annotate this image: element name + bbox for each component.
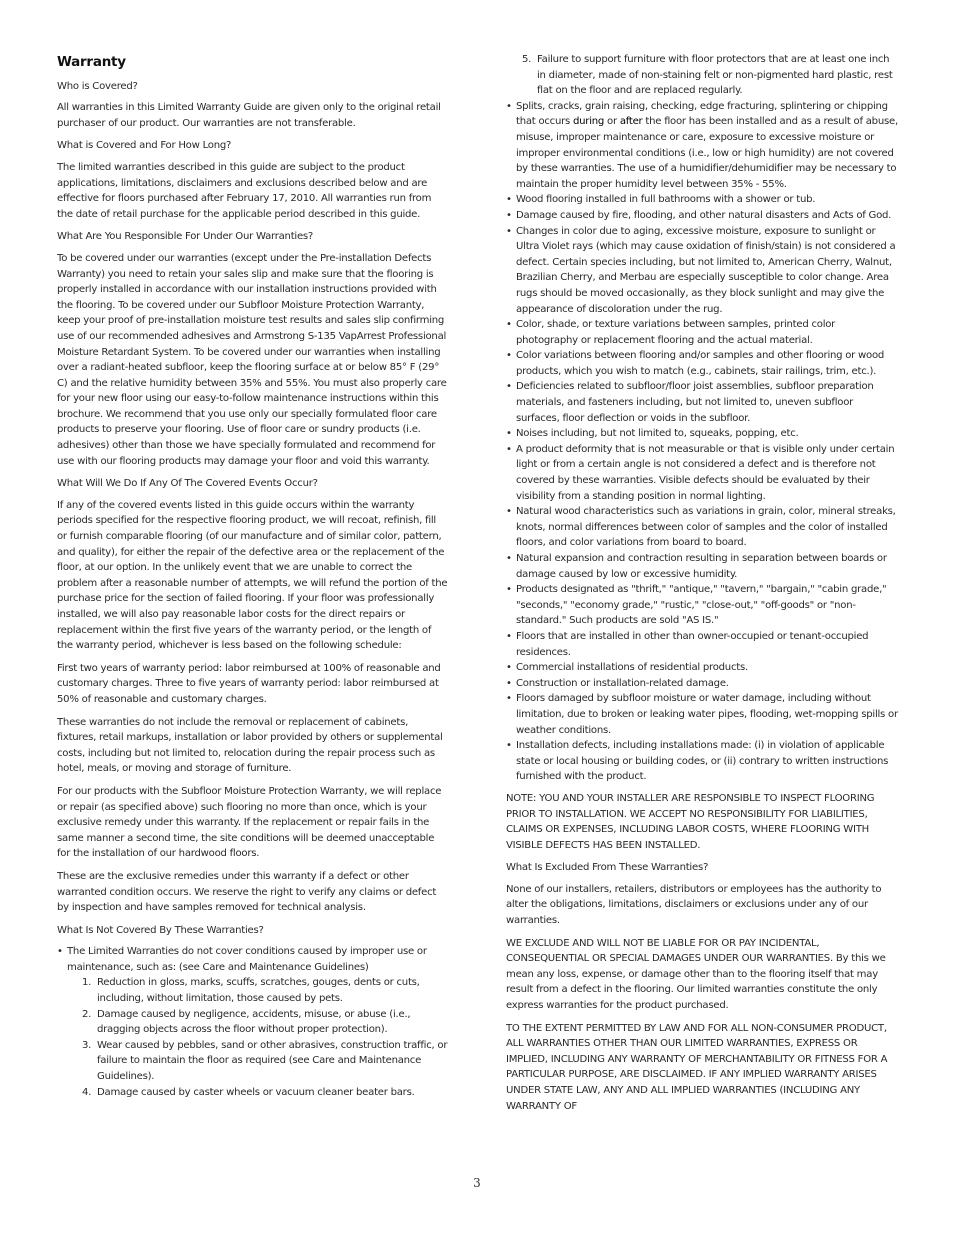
numbered-item: [80, 1085, 448, 1101]
list-item: • Damage caused by fire, flooding, and other natural disasters and Acts of God.: [506, 208, 899, 224]
section-heading-what-covered: What is Covered and For How Long?: [57, 140, 232, 152]
list-item: • Floors that are installed in other than owner-occupied or tenant-occupied residences.: [506, 629, 899, 660]
list-item: • Wood flooring installed in full bathrooms with a shower or tub.: [506, 192, 899, 208]
item-text: Wear caused by pebbles, sand or other abrasives, construction traffic, or failure to maintain the floor as required (see Care and Maintenance Guidelines).: [97, 1039, 448, 1083]
numbered-list-continued: [506, 52, 899, 99]
numbered-item: [520, 52, 899, 99]
paragraph-exclusive-remedies: These are the exclusive remedies under this warranty if a defect or other warranted condition occurs. We reserve the right to verify any claims or defect by inspection and have samples removed for technical analysis.: [57, 870, 437, 914]
paragraph-what-covered: The limited warranties described in this guide are subject to the product applications, limitations, disclaimers and exclusions described below and are effective for floors purchased after February 17, 2010. All warranties run from the date of retail purchase for the applicable period described in this guide.: [57, 161, 432, 220]
note-paragraph: NOTE: YOU AND YOUR INSTALLER ARE RESPONSIBLE TO INSPECT FLOORING PRIOR TO INSTALLATION. WE ACCEPT NO RESPONSIBILITY FOR LIABILITIES, CLAIMS OR EXPENSES, INCLUDING LABOR COSTS, WHERE FLOORING WITH VISIBLE DEFECTS HAS BEEN INSTALLED.: [506, 792, 875, 851]
not-covered-intro: The Limited Warranties do not cover conditions caused by improper use or maintenance, such as: (see Care and Maintenance Guidelines): [67, 946, 427, 973]
paragraph-implied-warranties: TO THE EXTENT PERMITTED BY LAW AND FOR ALL NON-CONSUMER PRODUCT, ALL WARRANTIES OTHER THAN OUR LIMITED WARRANTIES, EXPRESS OR IMPLIED, INCLUDING ANY WARRANTY OF MERCHANTABILITY OR FITNESS FOR A PARTICULAR PURPOSE, ARE DISCLAIMED. IF ANY IMPLIED WARRANTY ARISES UNDER STATE LAW, ANY AND ALL IMPLIED WARRANTIES (INCLUDING ANY WARRANTY OF: [506, 1022, 888, 1112]
item-text: Failure to support furniture with floor protectors that are at least one inch in diameter, made of non-staining felt or non-pigmented hard plastic, rest flat on the floor and are replaced regularly.: [537, 54, 893, 97]
section-heading-who-covered: Who is Covered?: [57, 80, 138, 92]
item-number: 3.: [82, 1039, 92, 1051]
list-item: • Changes in color due to aging, excessive moisture, exposure to sunlight or Ultra Violet rays (which may cause oxidation of finish/stain) is not considered a defect. Certain species including, but not limited to, American Cherry, Walnut, Brazilian Cherry, and Merbau are especially susceptible to color change. Area rugs should be moved occasionally, as they block sunlight and may give the appearance of discoloration under the rug.: [506, 224, 899, 318]
splits-text-end: the floor has been installed and as a result of abuse, misuse, improper maintenance or care, exposure to excessive moisture or improper environmental conditions (i.e., low or high humidity) are not covered by these warranties. The use of a humidifier/dehumidifier may be necessary to maintain the proper humidity level between 35% - 55%.: [516, 116, 898, 190]
numbered-item: [80, 1038, 448, 1085]
list-item: • A product deformity that is not measurable or that is visible only under certain light or from a certain angle is not considered a defect and is therefore not covered by these warranties. Visible defects should be evaluated by their visibility from a standing position in normal lighting.: [506, 442, 899, 504]
page-title: Warranty: [57, 54, 126, 70]
splits-text-start: Splits, cracks, grain raising, checking, edge fracturing, splintering or chipping that occurs: [516, 100, 888, 128]
list-item: • Deficiencies related to subfloor/floor joist assemblies, subfloor preparation materials, and fasteners including, but not limited to, uneven subfloor surfaces, floor deflection or voids in the subfloor.: [506, 379, 899, 426]
list-item: [506, 99, 899, 193]
paragraph-damages-exclusion: [506, 936, 899, 1014]
numbered-item: [80, 1007, 448, 1038]
paragraph-covered-events: If any of the covered events listed in this guide occurs within the warranty periods specified for the respective flooring product, we will recoat, refinish, fill or furnish comparable flooring (of our manufacture and of similar color, pattern, and quality), for either the repair of the defective area or the replacement of the floor, at our option. In the unlikely event that we are unable to correct the problem after a reasonable number of attempts, we will refund the portion of the purchase price for the section of failed flooring. If your floor was professionally installed, we will also pay reasonable labor costs for the direct repairs or replacement within the first five years of the warranty period, or the length of the warranty period, whichever is less based on the following schedule:: [57, 499, 448, 652]
list-item: • Installation defects, including installations made: (i) in violation of applicable state or local housing or building codes, or (ii) contrary to written instructions furnished with the product.: [506, 738, 899, 785]
item-text: Damage caused by negligence, accidents, misuse, or abuse (i.e., dragging objects across the floor without proper protection).: [97, 1008, 411, 1036]
section-heading-excluded: What Is Excluded From These Warranties?: [506, 862, 709, 874]
list-item: • Commercial installations of residential products.: [506, 660, 899, 676]
list-item: [57, 944, 448, 1100]
section-heading-not-covered: What Is Not Covered By These Warranties?: [57, 924, 264, 936]
left-column: [57, 52, 448, 1106]
item-number: 5.: [522, 54, 532, 65]
paragraph-subfloor-warranty: For our products with the Subfloor Moisture Protection Warranty, we will replace or repair (as specified above) such flooring no more than once, which is your exclusive remedy under this warranty. If the replacement or repair fails in the same manner a second time, the site conditions will be deemed unacceptable for the installation of our hardwood floors.: [57, 785, 442, 860]
item-number: 4.: [82, 1086, 92, 1098]
list-item: • Natural wood characteristics such as variations in grain, color, mineral streaks, knots, normal differences between color of samples and the color of installed floors, and color variations from board to board.: [506, 504, 899, 551]
list-item: • Floors damaged by subfloor moisture or water damage, including without limitation, due to broken or leaking water pipes, flooding, wet-mopping spills or weather conditions.: [506, 691, 899, 738]
numbered-item: [80, 975, 448, 1006]
paragraph-cost-exclusions: These warranties do not include the removal or replacement of cabinets, fixtures, retail markups, installation or labor provided by others or supplemental costs, including but not limited to, relocation during the repair process such as hotel, meals, or moving and storage of furniture.: [57, 716, 443, 775]
item-text: Reduction in gloss, marks, scuffs, scratches, gouges, dents or cuts, including, without limitation, those caused by pets.: [97, 977, 420, 1005]
list-item: • Natural expansion and contraction resulting in separation between boards or damage caused by low or excessive humidity.: [506, 551, 899, 582]
splits-or: or: [604, 116, 620, 128]
list-item: • Color, shade, or texture variations between samples, printed color photography or replacement flooring and the actual material.: [506, 317, 899, 348]
not-covered-bullets: [506, 99, 899, 785]
right-column: [506, 52, 899, 1121]
emphasis-during: during: [573, 116, 605, 128]
item-number: 1.: [82, 977, 92, 989]
list-item: • Noises including, but not limited to, squeaks, popping, etc.: [506, 426, 899, 442]
numbered-list: [67, 975, 448, 1100]
list-item: • Construction or installation-related damage.: [506, 676, 899, 692]
list-item: • Products designated as "thrift," "antique," "tavern," "bargain," "cabin grade," "seconds," "economy grade," "rustic," "close-out," "off-goods" or "non-standard." Such products are sold "AS IS.": [506, 582, 899, 629]
paragraph-responsibilities: To be covered under our warranties (except under the Pre-installation Defects Warranty) you need to retain your sales slip and make sure that the flooring is properly installed in accordance with our installation instructions provided with the flooring. To be covered under our Subfloor Moisture Protection Warranty, keep your proof of pre-installation moisture test results and sales slip confirming use of our recommended adhesives and Armstrong S-135 VapArrest Professional Moisture Retardant System. To be covered under our warranties when installing over a radiant-heated subfloor, keep the flooring surface at or below 85° F (29° C) and the relative humidity between 35% and 55%. You must also properly care for your new floor using our easy-to-follow maintenance instructions within this brochure. We recommend that you use only our specially formulated floor care products to preserve your flooring. Use of floor care or sundry products (i.e. adhesives) other than those we have specially formulated and recommend for use with our flooring products may damage your floor and void this warranty.: [57, 252, 447, 467]
damages-exclusion-caps: WE EXCLUDE AND WILL NOT BE LIABLE FOR OR PAY INCIDENTAL, CONSEQUENTIAL OR SPECIAL DAMAGES UNDER OUR WARRANTIES.: [506, 937, 833, 965]
paragraph-authority: None of our installers, retailers, distributors or employees has the authority to alter the obligations, limitations, disclaimers or exclusions under any of our warranties.: [506, 883, 882, 927]
page-number: 3: [473, 1176, 481, 1190]
list-item: • Color variations between flooring and/or samples and other flooring or wood products, which you wish to match (e.g., cabinets, stair railings, trim, etc.).: [506, 348, 899, 379]
damages-exclusion-text: By this we mean any loss, expense, or damage other than to the flooring itself that may result from a defect in the flooring. Our limited warranties constitute the only express warranties for the product purchased.: [506, 953, 886, 1012]
paragraph-who-covered: All warranties in this Limited Warranty Guide are given only to the original retail purchaser of our product. Our warranties are not transferable.: [57, 102, 441, 129]
item-number: 2.: [82, 1008, 92, 1020]
not-covered-list: [57, 944, 448, 1100]
section-heading-responsibilities: What Are You Responsible For Under Our Warranties?: [57, 231, 314, 243]
paragraph-labor-schedule: First two years of warranty period: labor reimbursed at 100% of reasonable and customary charges. Three to five years of warranty period: labor reimbursed at 50% of reasonable and customary charges.: [57, 662, 441, 705]
emphasis-after: after: [619, 116, 643, 128]
item-text: Damage caused by caster wheels or vacuum cleaner beater bars.: [97, 1086, 415, 1098]
section-heading-covered-events: What Will We Do If Any Of The Covered Events Occur?: [57, 478, 318, 490]
